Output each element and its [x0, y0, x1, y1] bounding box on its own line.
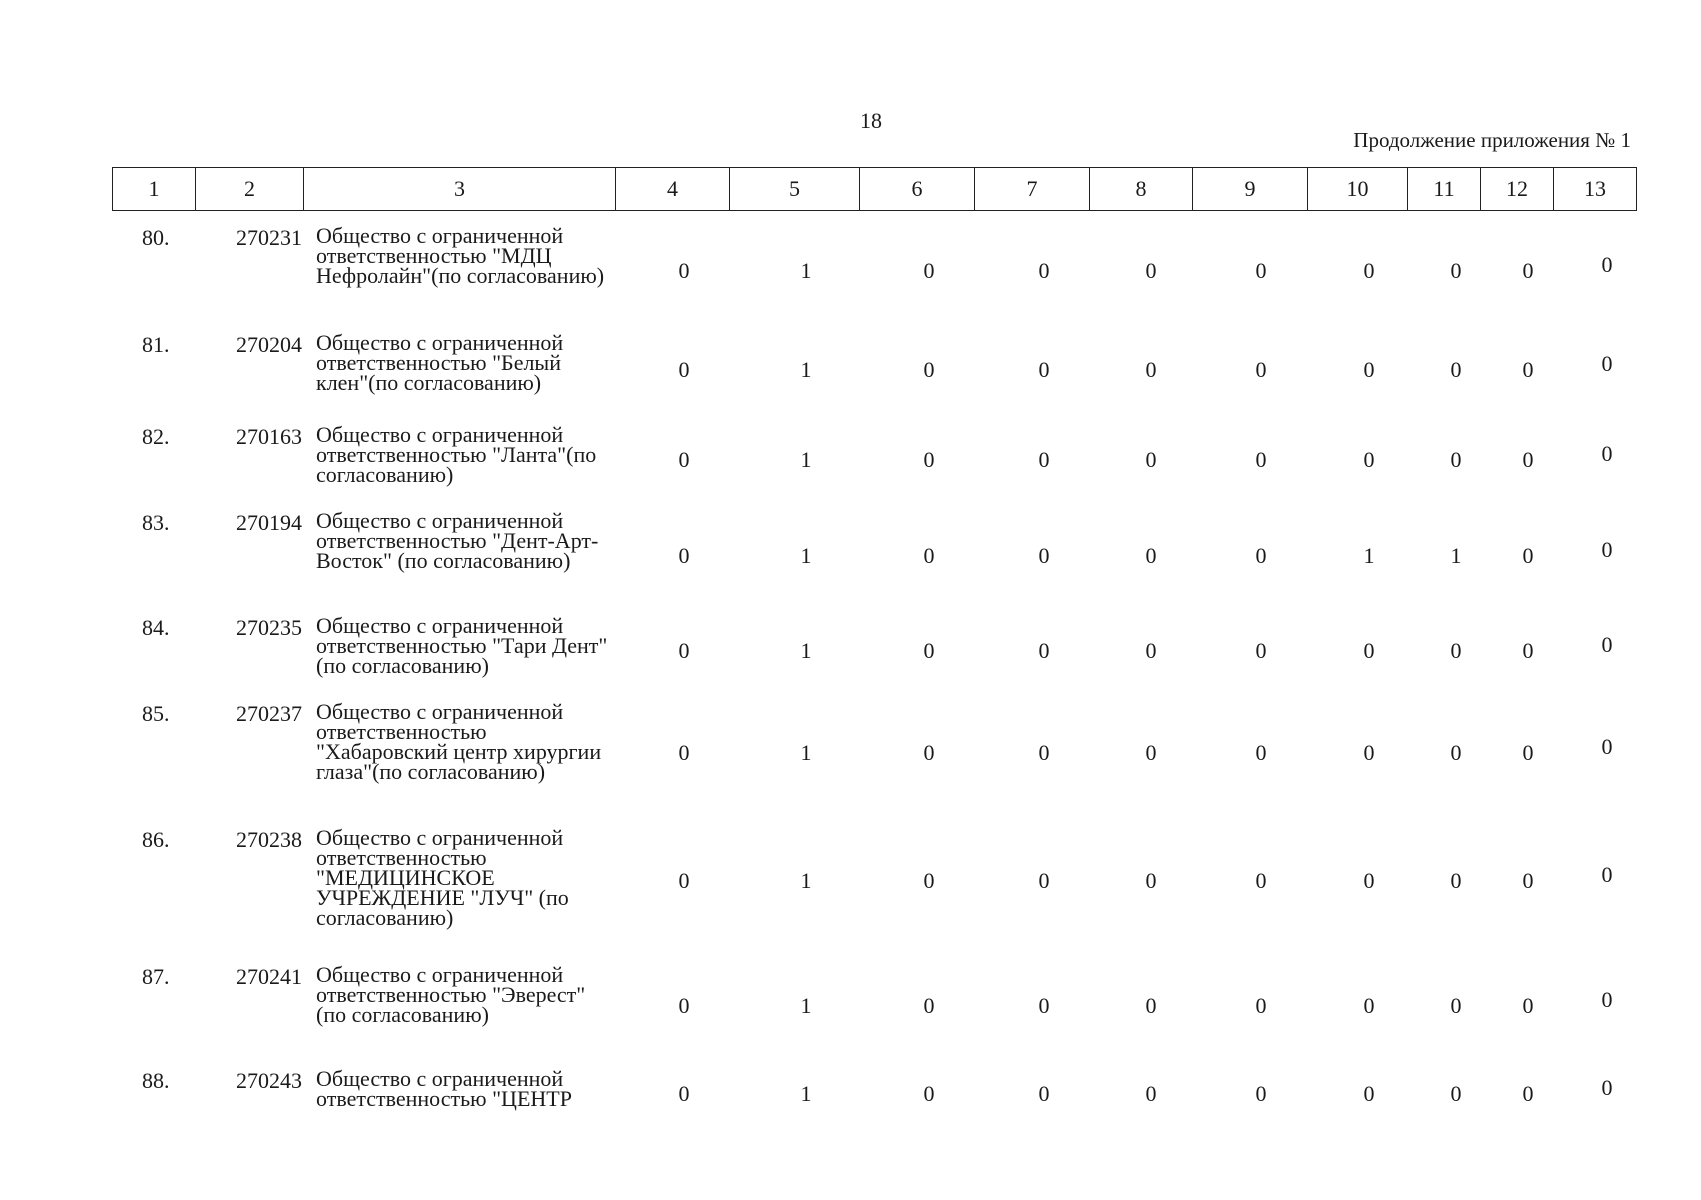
row-code: 270231	[236, 225, 302, 250]
value-col-7: 0	[1038, 993, 1050, 1018]
value-col-5: 1	[800, 993, 812, 1018]
row-number: 82.	[142, 424, 170, 449]
value-col-11: 0	[1450, 357, 1462, 382]
row-code: 270243	[236, 1068, 302, 1093]
table-row	[112, 417, 1636, 503]
value-col-8: 0	[1145, 740, 1157, 765]
value-col-10: 0	[1363, 993, 1375, 1018]
organization-name: Общество с ограниченной ответственностью "Эверест" (по согласованию)	[316, 962, 586, 1027]
value-col-8: 0	[1145, 638, 1157, 663]
table-row	[112, 325, 1636, 417]
row-number: 88.	[142, 1068, 170, 1093]
organization-name: Общество с ограниченной ответственностью "МДЦ Нефролайн"(по согласованию)	[316, 223, 605, 288]
value-col-10: 0	[1363, 357, 1375, 382]
value-col-12: 0	[1522, 543, 1534, 568]
row-code: 270237	[236, 701, 302, 726]
value-col-7: 0	[1038, 357, 1050, 382]
row-number: 85.	[142, 701, 170, 726]
column-header: 12	[1481, 168, 1554, 211]
organization-name: Общество с ограниченной ответственностью "МЕДИЦИНСКОЕ УЧРЕЖДЕНИЕ "ЛУЧ" (по согласованию)	[316, 825, 569, 930]
column-header: 1	[113, 168, 196, 211]
value-col-13: 0	[1601, 1075, 1613, 1100]
value-col-8: 0	[1145, 543, 1157, 568]
value-col-13: 0	[1601, 632, 1613, 657]
value-col-5: 1	[800, 868, 812, 893]
table-row	[112, 608, 1636, 694]
value-col-6: 0	[923, 740, 935, 765]
organization-name: Общество с ограниченной ответственностью "Белый клен"(по согласованию)	[316, 330, 564, 395]
column-header: 13	[1554, 168, 1637, 211]
table-row	[112, 694, 1636, 820]
table-row	[112, 503, 1636, 608]
row-code: 270241	[236, 964, 302, 989]
value-col-13: 0	[1601, 987, 1613, 1012]
value-col-7: 0	[1038, 740, 1050, 765]
column-header: 10	[1308, 168, 1408, 211]
organization-name: Общество с ограниченной ответственностью "ЦЕНТР	[316, 1066, 572, 1111]
value-col-13: 0	[1601, 441, 1613, 466]
value-col-10: 0	[1363, 1081, 1375, 1106]
organization-name: Общество с ограниченной ответственностью "Ланта"(по согласованию)	[316, 422, 597, 487]
value-col-12: 0	[1522, 1081, 1534, 1106]
column-header: 2	[196, 168, 304, 211]
table-row	[112, 218, 1636, 325]
value-col-11: 0	[1450, 740, 1462, 765]
value-col-8: 0	[1145, 447, 1157, 472]
value-col-4: 0	[678, 447, 690, 472]
column-header-table	[112, 167, 1637, 211]
row-number: 84.	[142, 615, 170, 640]
value-col-4: 0	[678, 868, 690, 893]
column-header: 3	[304, 168, 616, 211]
value-col-11: 0	[1450, 258, 1462, 283]
value-col-5: 1	[800, 543, 812, 568]
value-col-8: 0	[1145, 993, 1157, 1018]
appendix-continuation-note: Продолжение приложения № 1	[1353, 128, 1631, 152]
row-code: 270194	[236, 510, 302, 535]
organization-rows	[112, 218, 1636, 1131]
value-col-5: 1	[800, 1081, 812, 1106]
value-col-12: 0	[1522, 868, 1534, 893]
value-col-12: 0	[1522, 740, 1534, 765]
value-col-7: 0	[1038, 868, 1050, 893]
value-col-8: 0	[1145, 868, 1157, 893]
value-col-8: 0	[1145, 357, 1157, 382]
value-col-10: 0	[1363, 740, 1375, 765]
value-col-8: 0	[1145, 1081, 1157, 1106]
value-col-7: 0	[1038, 1081, 1050, 1106]
column-header: 5	[730, 168, 860, 211]
value-col-9: 0	[1255, 993, 1267, 1018]
value-col-12: 0	[1522, 993, 1534, 1018]
value-col-5: 1	[800, 740, 812, 765]
value-col-9: 0	[1255, 740, 1267, 765]
value-col-6: 0	[923, 868, 935, 893]
value-col-5: 1	[800, 638, 812, 663]
value-col-6: 0	[923, 638, 935, 663]
organization-name: Общество с ограниченной ответственностью "Тари Дент"(по согласованию)	[316, 613, 608, 678]
column-header: 6	[860, 168, 975, 211]
column-header: 8	[1090, 168, 1193, 211]
value-col-6: 0	[923, 993, 935, 1018]
organization-name: Общество с ограниченной ответственностью "Дент-Арт-Восток" (по согласованию)	[316, 508, 599, 573]
value-col-4: 0	[678, 740, 690, 765]
value-col-9: 0	[1255, 357, 1267, 382]
value-col-7: 0	[1038, 543, 1050, 568]
value-col-4: 0	[678, 258, 690, 283]
value-col-11: 0	[1450, 638, 1462, 663]
value-col-4: 0	[678, 357, 690, 382]
table-row	[112, 957, 1636, 1061]
value-col-11: 0	[1450, 1081, 1462, 1106]
row-code: 270235	[236, 615, 302, 640]
value-col-7: 0	[1038, 447, 1050, 472]
value-col-6: 0	[923, 543, 935, 568]
value-col-6: 0	[923, 1081, 935, 1106]
value-col-5: 1	[800, 447, 812, 472]
value-col-4: 0	[678, 543, 690, 568]
value-col-10: 0	[1363, 638, 1375, 663]
table-row	[112, 1061, 1636, 1131]
value-col-4: 0	[678, 1081, 690, 1106]
value-col-11: 0	[1450, 868, 1462, 893]
value-col-9: 0	[1255, 543, 1267, 568]
value-col-8: 0	[1145, 258, 1157, 283]
value-col-9: 0	[1255, 258, 1267, 283]
value-col-11: 0	[1450, 993, 1462, 1018]
row-code: 270238	[236, 827, 302, 852]
value-col-4: 0	[678, 638, 690, 663]
value-col-13: 0	[1601, 537, 1613, 562]
value-col-13: 0	[1601, 862, 1613, 887]
value-col-10: 1	[1363, 543, 1375, 568]
value-col-12: 0	[1522, 638, 1534, 663]
page-number: 18	[860, 108, 882, 133]
value-col-6: 0	[923, 447, 935, 472]
value-col-9: 0	[1255, 638, 1267, 663]
value-col-11: 0	[1450, 447, 1462, 472]
value-col-6: 0	[923, 357, 935, 382]
value-col-10: 0	[1363, 447, 1375, 472]
value-col-12: 0	[1522, 447, 1534, 472]
row-number: 81.	[142, 332, 170, 357]
value-col-10: 0	[1363, 868, 1375, 893]
organization-name: Общество с ограниченной ответственностью "Хабаровский центр хирургии глаза"(по согласованию)	[316, 699, 602, 784]
table-row	[112, 820, 1636, 957]
value-col-13: 0	[1601, 252, 1613, 277]
value-col-10: 0	[1363, 258, 1375, 283]
value-col-9: 0	[1255, 1081, 1267, 1106]
value-col-7: 0	[1038, 258, 1050, 283]
row-code: 270204	[236, 332, 302, 357]
row-number: 87.	[142, 964, 170, 989]
value-col-6: 0	[923, 258, 935, 283]
value-col-4: 0	[678, 993, 690, 1018]
value-col-7: 0	[1038, 638, 1050, 663]
value-col-12: 0	[1522, 357, 1534, 382]
value-col-12: 0	[1522, 258, 1534, 283]
value-col-11: 1	[1450, 543, 1462, 568]
value-col-13: 0	[1601, 734, 1613, 759]
value-col-5: 1	[800, 357, 812, 382]
value-col-9: 0	[1255, 447, 1267, 472]
row-code: 270163	[236, 424, 302, 449]
value-col-5: 1	[800, 258, 812, 283]
column-header: 7	[975, 168, 1090, 211]
value-col-13: 0	[1601, 351, 1613, 376]
row-number: 83.	[142, 510, 170, 535]
value-col-9: 0	[1255, 868, 1267, 893]
column-header: 9	[1193, 168, 1308, 211]
row-number: 80.	[142, 225, 170, 250]
column-header: 11	[1408, 168, 1481, 211]
column-header-row	[113, 168, 1637, 211]
column-header: 4	[616, 168, 730, 211]
row-number: 86.	[142, 827, 170, 852]
